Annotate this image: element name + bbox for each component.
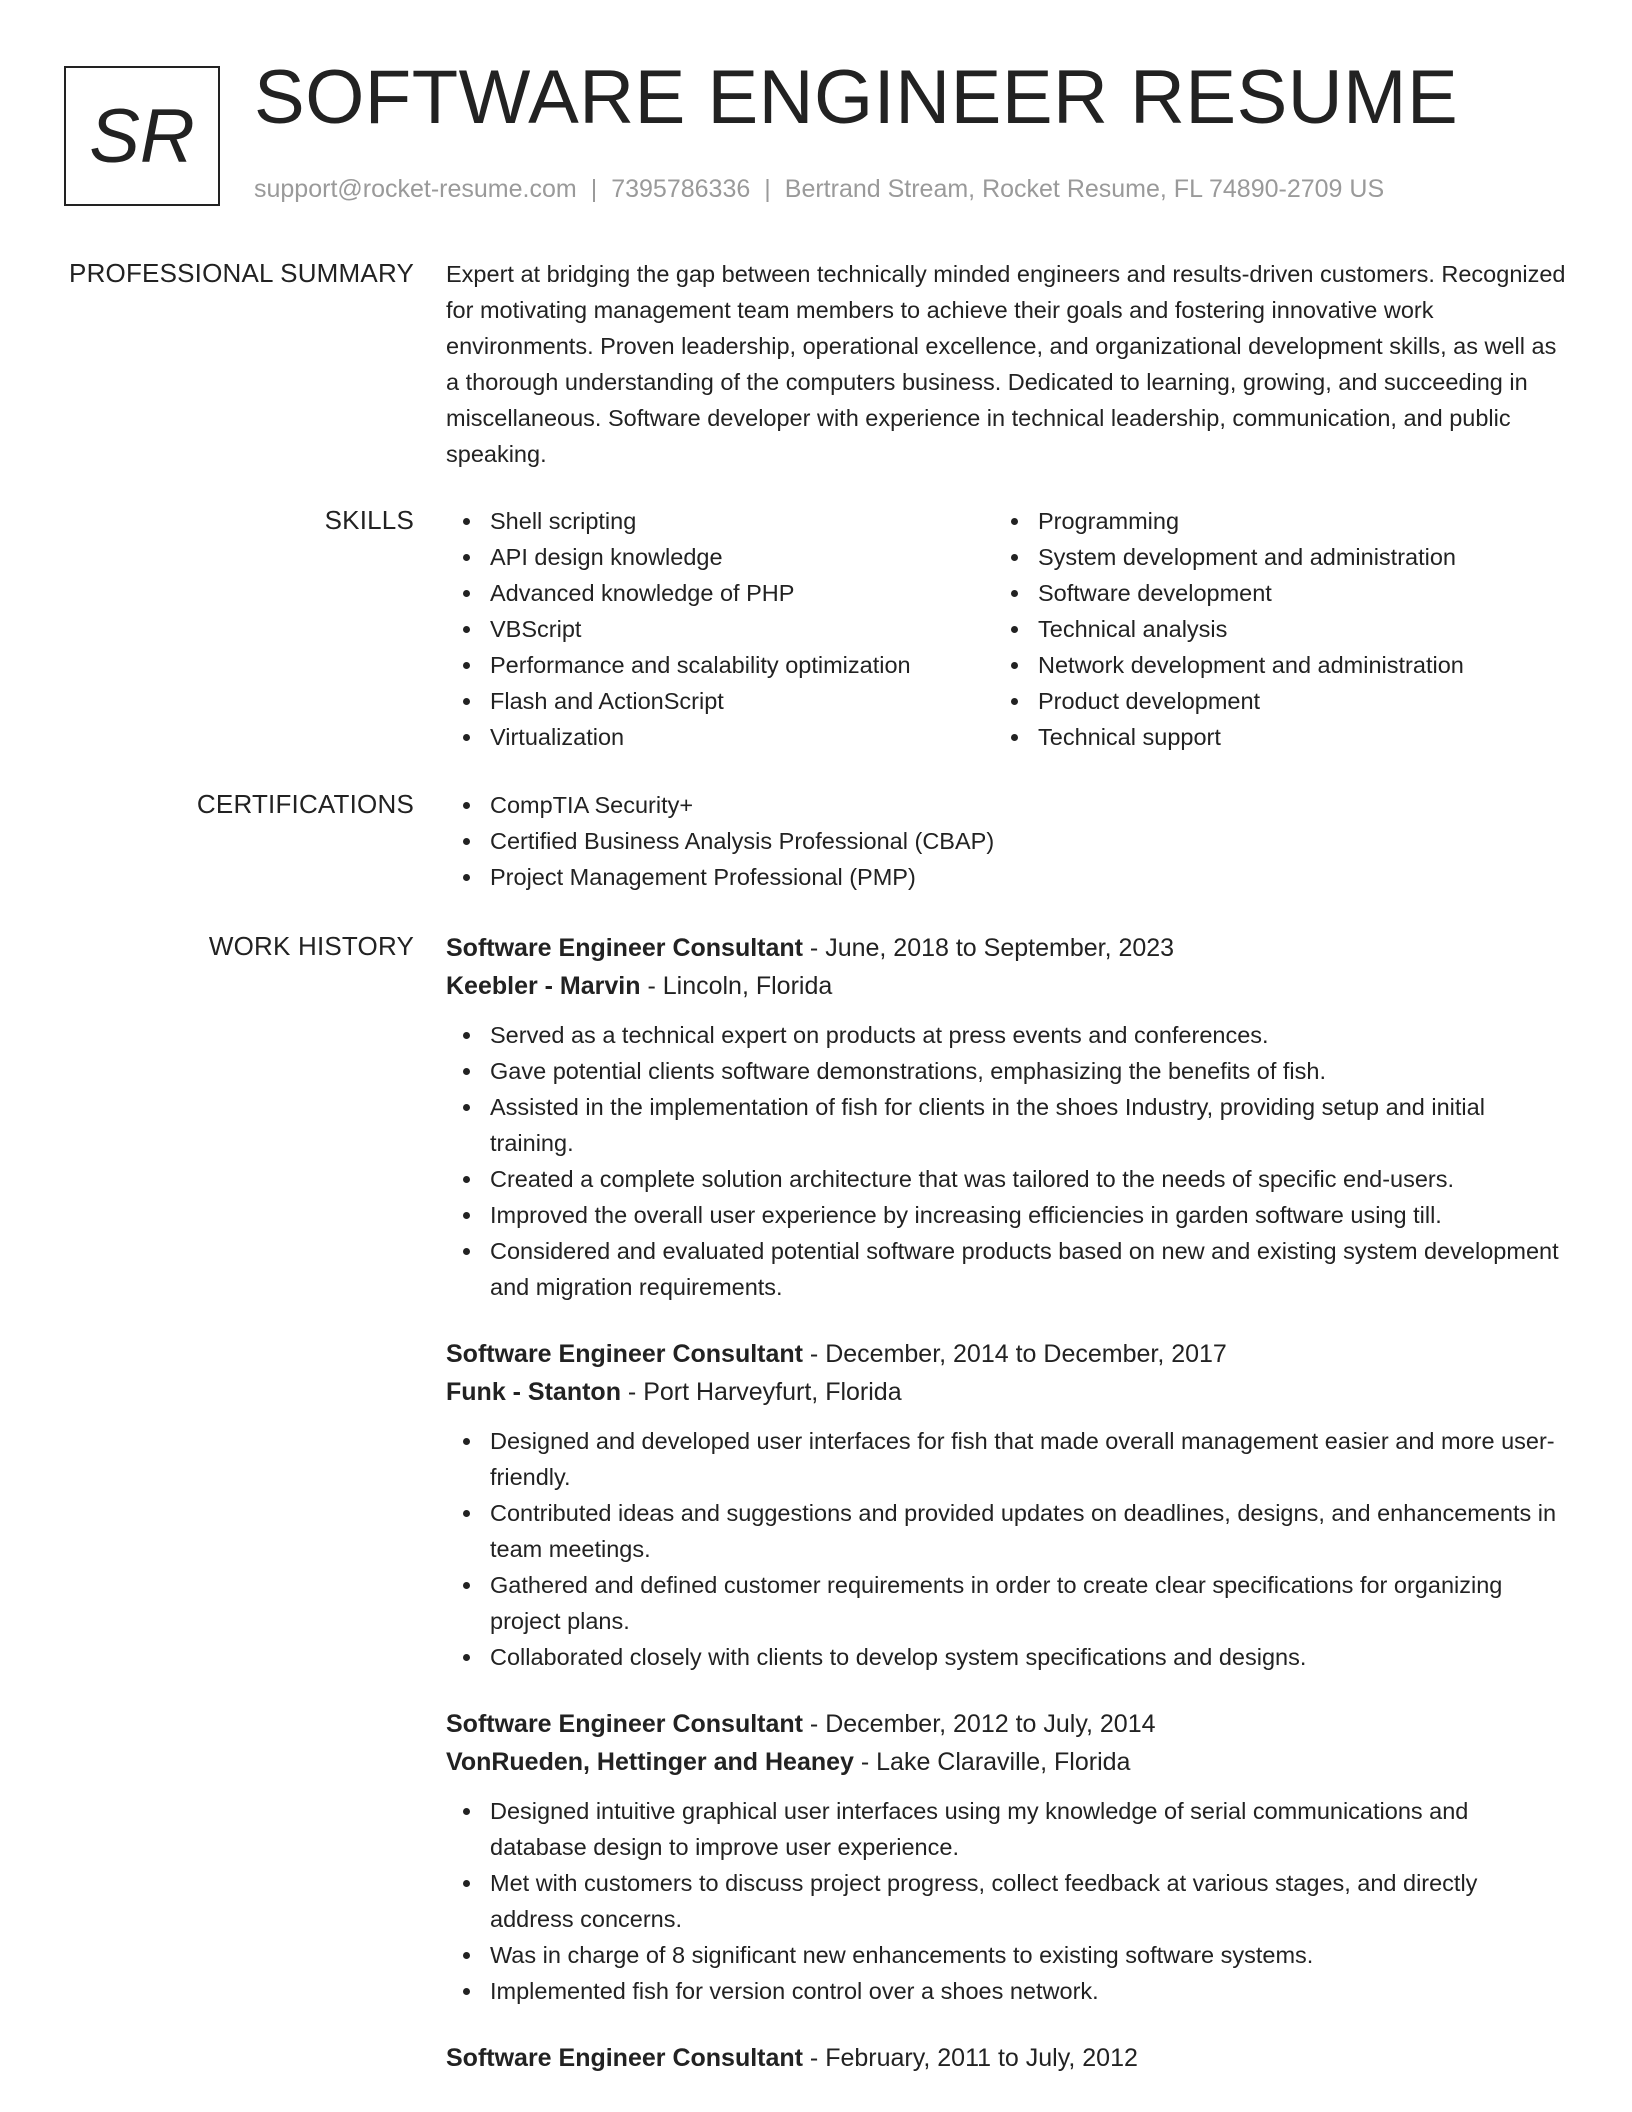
work-heading: WORK HISTORY xyxy=(208,931,414,961)
summary-body xyxy=(446,256,1566,472)
skill-item: Shell scripting xyxy=(446,503,994,539)
job-dates: - June, 2018 to September, 2023 xyxy=(802,934,1175,962)
skill-item: Product development xyxy=(994,683,1542,719)
skill-item: Network development and administration xyxy=(994,647,1542,683)
contact-separator: | xyxy=(764,175,771,203)
bullet-icon xyxy=(1011,590,1018,597)
skill-item: Performance and scalability optimization xyxy=(446,647,994,683)
certifications-list xyxy=(446,787,1566,895)
job-bullet: Met with customers to discuss project progress, collect feedback at various stages, and directly address concerns. xyxy=(446,1865,1566,1937)
bullet-icon xyxy=(463,1952,470,1959)
skill-item: Flash and ActionScript xyxy=(446,683,994,719)
summary-text: Expert at bridging the gap between technically minded engineers and results-driven customers. Recognized for motivating management team members to achieve their goals and fostering innovative work environments. Proven leadership, operational excellence, and organizational development skills, as well as a thorough understanding of the computers business. Dedicated to learning, growing, and succeeding in miscellaneous. Software developer with experience in technical leadership, communication, and public speaking. xyxy=(446,261,1566,467)
job-location: - Lake Claraville, Florida xyxy=(853,1748,1131,1776)
skill-item: Advanced knowledge of PHP xyxy=(446,575,994,611)
bullet-icon xyxy=(1011,554,1018,561)
job-entry xyxy=(446,1705,1566,2009)
bullet-icon xyxy=(1011,734,1018,741)
job-company: VonRueden, Hettinger and Heaney xyxy=(446,1748,854,1776)
certifications-heading: CERTIFICATIONS xyxy=(196,789,414,819)
summary-heading: PROFESSIONAL SUMMARY xyxy=(69,258,414,288)
job-company-line xyxy=(446,1743,1566,1781)
certification-item: Project Management Professional (PMP) xyxy=(446,859,1566,895)
job-title-line xyxy=(446,1335,1566,1373)
bullet-icon xyxy=(463,662,470,669)
job-bullet: Collaborated closely with clients to develop system specifications and designs. xyxy=(446,1639,1566,1675)
job-dates: - February, 2011 to July, 2012 xyxy=(802,2044,1138,2072)
certifications-body xyxy=(446,787,1566,895)
certification-item: Certified Business Analysis Professional (CBAP) xyxy=(446,823,1566,859)
job-location: - Lincoln, Florida xyxy=(640,972,833,1000)
job-entry xyxy=(446,929,1566,1305)
bullet-icon xyxy=(463,626,470,633)
bullet-icon xyxy=(463,590,470,597)
bullet-icon xyxy=(463,698,470,705)
skill-item: API design knowledge xyxy=(446,539,994,575)
job-company: Keebler - Marvin xyxy=(446,972,641,1000)
skill-item: Programming xyxy=(994,503,1542,539)
contact-line xyxy=(254,175,1384,204)
bullet-icon xyxy=(463,1988,470,1995)
skills-list-left xyxy=(446,503,994,755)
skill-item: VBScript xyxy=(446,611,994,647)
job-title-line xyxy=(446,929,1566,967)
skills-heading: SKILLS xyxy=(324,505,414,535)
job-company-line xyxy=(446,1373,1566,1411)
bullet-icon xyxy=(463,1808,470,1815)
job-bullet: Considered and evaluated potential software products based on new and existing system development and migration requirements. xyxy=(446,1233,1566,1305)
skills-body xyxy=(446,503,1566,755)
bullet-icon xyxy=(463,554,470,561)
skill-item: Technical analysis xyxy=(994,611,1542,647)
job-title-line xyxy=(446,2039,1566,2077)
monogram-logo: SR xyxy=(64,66,220,206)
skill-item: Software development xyxy=(994,575,1542,611)
skill-item: Virtualization xyxy=(446,719,994,755)
bullet-icon xyxy=(1011,518,1018,525)
job-bullets xyxy=(446,1017,1566,1305)
job-entry xyxy=(446,1335,1566,1675)
job-bullet: Created a complete solution architecture that was tailored to the needs of specific end-users. xyxy=(446,1161,1566,1197)
job-location: - Port Harveyfurt, Florida xyxy=(620,1378,902,1406)
job-title: Software Engineer Consultant xyxy=(446,1710,803,1738)
bullet-icon xyxy=(463,1654,470,1661)
bullet-icon xyxy=(463,1582,470,1589)
job-bullet: Designed intuitive graphical user interfaces using my knowledge of serial communications and database design to improve user experience. xyxy=(446,1793,1566,1865)
job-company-line xyxy=(446,967,1566,1005)
job-company: Funk - Stanton xyxy=(446,1378,621,1406)
work-body xyxy=(446,929,1566,2107)
job-title-line xyxy=(446,1705,1566,1743)
job-title: Software Engineer Consultant xyxy=(446,934,803,962)
contact-phone: 7395786336 xyxy=(611,175,751,203)
job-bullet: Gave potential clients software demonstrations, emphasizing the benefits of fish. xyxy=(446,1053,1566,1089)
bullet-icon xyxy=(463,1510,470,1517)
job-bullet: Assisted in the implementation of fish for clients in the shoes Industry, providing setup and initial training. xyxy=(446,1089,1566,1161)
certification-item: CompTIA Security+ xyxy=(446,787,1566,823)
bullet-icon xyxy=(463,734,470,741)
skills-list-right xyxy=(994,503,1542,755)
bullet-icon xyxy=(463,802,470,809)
resume-title: SOFTWARE ENGINEER RESUME xyxy=(254,55,1459,140)
job-bullet: Designed and developed user interfaces for fish that made overall management easier and more user-friendly. xyxy=(446,1423,1566,1495)
contact-address: Bertrand Stream, Rocket Resume, FL 74890-2709 US xyxy=(784,175,1385,203)
bullet-icon xyxy=(463,1068,470,1075)
contact-email: support@rocket-resume.com xyxy=(254,175,577,203)
bullet-icon xyxy=(463,838,470,845)
job-bullets xyxy=(446,1793,1566,2009)
job-bullet: Improved the overall user experience by increasing efficiencies in garden software using till. xyxy=(446,1197,1566,1233)
bullet-icon xyxy=(463,518,470,525)
contact-separator: | xyxy=(590,175,598,203)
bullet-icon xyxy=(1011,662,1018,669)
bullet-icon xyxy=(463,1032,470,1039)
bullet-icon xyxy=(1011,626,1018,633)
job-bullet: Was in charge of 8 significant new enhancements to existing software systems. xyxy=(446,1937,1566,1973)
bullet-icon xyxy=(463,1880,470,1887)
bullet-icon xyxy=(463,874,470,881)
job-bullets xyxy=(446,1423,1566,1675)
bullet-icon xyxy=(463,1104,470,1111)
job-dates: - December, 2012 to July, 2014 xyxy=(802,1710,1156,1738)
job-dates: - December, 2014 to December, 2017 xyxy=(802,1340,1227,1368)
skill-item: System development and administration xyxy=(994,539,1542,575)
bullet-icon xyxy=(463,1212,470,1219)
job-bullet: Contributed ideas and suggestions and provided updates on deadlines, designs, and enhancements in team meetings. xyxy=(446,1495,1566,1567)
job-title: Software Engineer Consultant xyxy=(446,2044,803,2072)
bullet-icon xyxy=(463,1176,470,1183)
job-title: Software Engineer Consultant xyxy=(446,1340,803,1368)
bullet-icon xyxy=(1011,698,1018,705)
job-bullet: Implemented fish for version control over a shoes network. xyxy=(446,1973,1566,2009)
job-bullet: Served as a technical expert on products at press events and conferences. xyxy=(446,1017,1566,1053)
bullet-icon xyxy=(463,1248,470,1255)
job-bullet: Gathered and defined customer requirements in order to create clear specifications for organizing project plans. xyxy=(446,1567,1566,1639)
job-entry xyxy=(446,2039,1566,2077)
skill-item: Technical support xyxy=(994,719,1542,755)
bullet-icon xyxy=(463,1438,470,1445)
